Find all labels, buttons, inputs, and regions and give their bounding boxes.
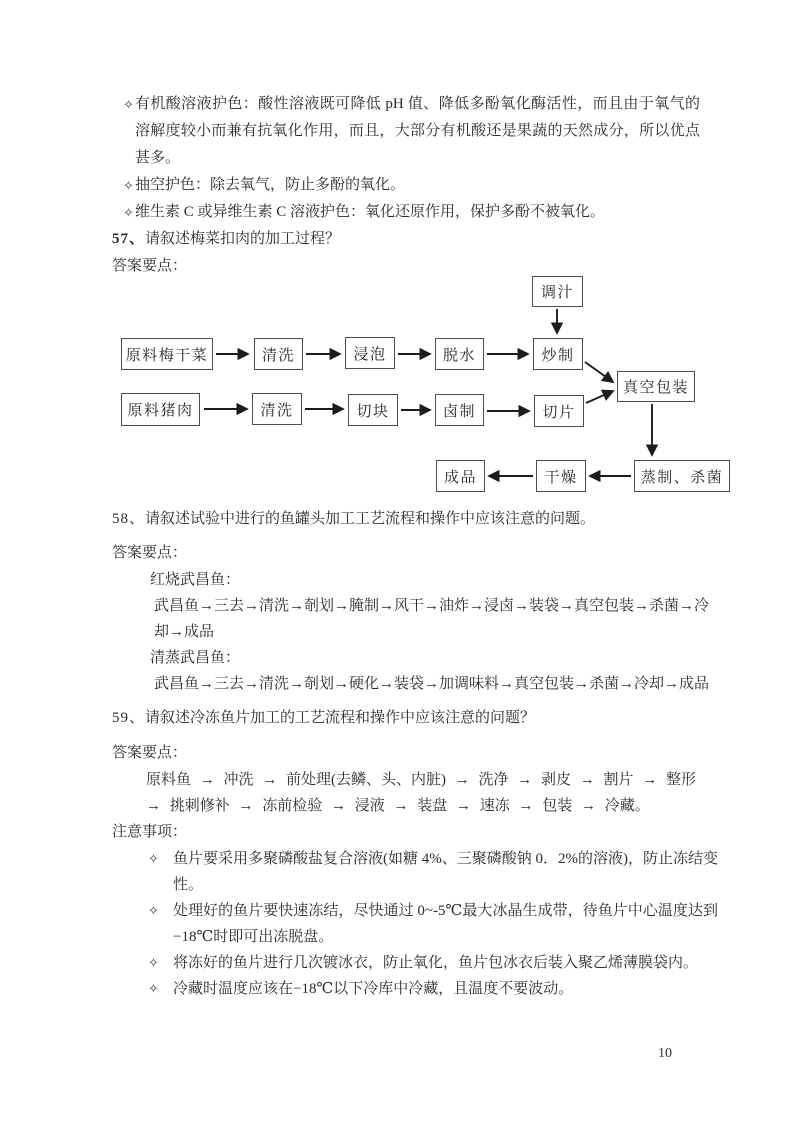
diamond-bullet-icon: ✧ (123, 97, 134, 112)
flow-node-zhurou: 原料猪肉 (121, 393, 200, 426)
flow-node-tuoshui: 脱水 (435, 338, 484, 370)
flow-node-tiaozhi: 调汁 (532, 276, 583, 307)
spacer (112, 533, 722, 540)
answer-heading-57: 答案要点： (112, 258, 188, 274)
list-item (112, 91, 722, 172)
flow-line: 原料鱼 → 冲洗 → 前处理(去鳞、头、内脏) → 洗净 → 剥皮 → 割片 → 整形 (146, 772, 696, 788)
process-flowchart (0, 274, 800, 506)
diamond-bullet-icon: ✧ (148, 955, 159, 970)
list-item (112, 976, 722, 1002)
spacer (112, 697, 722, 705)
list-item (112, 846, 722, 898)
list-item (112, 172, 722, 199)
flow-node-qingxi2: 清洗 (252, 393, 302, 425)
branch-title: 红烧武昌鱼： (150, 572, 241, 588)
branch-flow: 武昌鱼→三去→清洗→剞划→硬化→装袋→加调味料→真空包装→杀菌→冷却→成品 (154, 676, 710, 692)
bullet-text: 处理好的鱼片要快速冻结，尽快通过 0~-5℃最大冰晶生成带，待鱼片中心温度达到−18℃时即可出冻脱盘。 (173, 903, 718, 945)
flow-node-jinpao: 浸泡 (345, 337, 395, 369)
notes-bullet-list (112, 846, 722, 1002)
question-text: 请叙述梅菜扣肉的加工过程？ (145, 231, 341, 247)
question-58 (112, 506, 722, 533)
page-content (112, 91, 722, 1002)
notes-heading: 注意事项： (112, 824, 188, 840)
answer-heading-58: 答案要点： (112, 545, 188, 561)
page-number: 10 (658, 1046, 672, 1061)
flow-node-qiekuai: 切块 (348, 394, 398, 426)
bullet-text: 抽空护色：除去氧气，防止多酚的氧化。 (135, 177, 406, 193)
flow-node-ganzao: 干燥 (536, 460, 586, 492)
flow-node-zhenkong: 真空包装 (617, 371, 695, 402)
answer-heading-59: 答案要点： (112, 745, 188, 761)
bullet-text: 维生素 C 或异维生素 C 溶液护色：氧化还原作用，保护多酚不被氧化。 (135, 204, 606, 220)
question-text: 请叙述试验中进行的鱼罐头加工工艺流程和操作中应该注意的问题。 (145, 511, 596, 527)
question-number: 58、 (112, 511, 146, 527)
question-text: 请叙述冷冻鱼片加工的工艺流程和操作中应该注意的问题？ (145, 710, 536, 726)
flow-node-meiganci: 原料梅干菜 (121, 338, 213, 370)
bullet-text: 将冻好的鱼片进行几次镀冰衣，防止氧化，鱼片包冰衣后装入聚乙烯薄膜袋内。 (173, 955, 699, 971)
flow-node-chengpin: 成品 (436, 460, 485, 492)
list-item (112, 950, 722, 976)
flow-node-qiepian: 切片 (534, 395, 584, 427)
diamond-bullet-icon: ✧ (148, 851, 159, 866)
bullet-text: 鱼片要采用多聚磷酸盐复合溶液(如糖 4%、三聚磷酸钠 0．2%的溶液)，防止冻结变性。 (173, 851, 718, 893)
question-57 (112, 226, 722, 253)
diamond-bullet-icon: ✧ (123, 178, 134, 193)
flow-node-qingxi1: 清洗 (254, 338, 303, 370)
flow-line: → 挑刺修补 → 冻前检验 → 浸液 → 装盘 → 速冻 → 包装 → 冷藏。 (146, 798, 650, 814)
list-item (112, 199, 722, 226)
flow-node-luzhi: 卤制 (435, 394, 484, 426)
list-item (112, 898, 722, 950)
question-number: 59、 (112, 710, 146, 726)
spacer (112, 732, 722, 740)
bullet-text: 冷藏时温度应该在−18℃以下冷库中冷藏，且温度不要波动。 (173, 981, 574, 997)
branch-flow: 武昌鱼→三去→清洗→剞划→腌制→风干→油炸→浸卤→装袋→真空包装→杀菌→冷却→成品 (154, 598, 710, 640)
question-59 (112, 705, 722, 732)
branch-title: 清蒸武昌鱼： (150, 650, 241, 666)
flow-node-zhengzhi: 蒸制、杀菌 (634, 460, 730, 492)
diamond-bullet-icon: ✧ (148, 981, 159, 996)
flow-node-chaozhi: 炒制 (533, 338, 583, 370)
question-number: 57、 (112, 231, 146, 247)
diamond-bullet-icon: ✧ (123, 205, 134, 220)
bullet-text: 有机酸溶液护色：酸性溶液既可降低 pH 值、降低多酚氧化酶活性，而且由于氧气的溶解度较小而兼有抗氧化作用，而且，大部分有机酸还是果蔬的天然成分，所以优点甚多。 (135, 96, 700, 166)
diamond-bullet-icon: ✧ (148, 903, 159, 918)
intro-bullet-list (112, 91, 722, 226)
